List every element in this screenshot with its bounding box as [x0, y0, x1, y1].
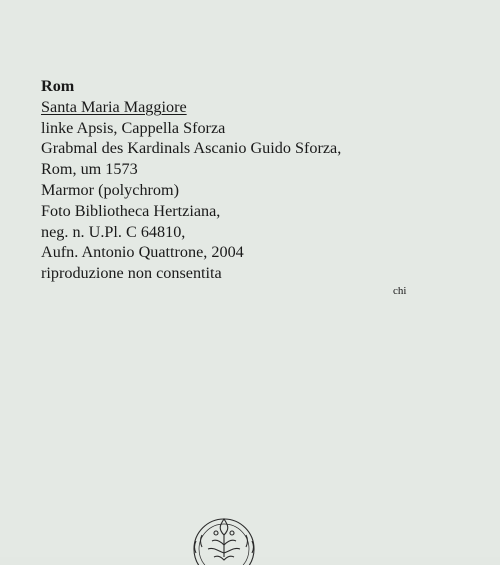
photographer-line: Aufn. Antonio Quattrone, 2004 [41, 243, 244, 262]
subject-line: Grabmal des Kardinals Ascanio Guido Sforza, [41, 139, 342, 158]
church-name: Santa Maria Maggiore [41, 97, 187, 116]
photo-source-line: Foto Bibliotheca Hertziana, [41, 201, 221, 220]
library-seal-icon [178, 505, 270, 565]
rights-line: riproduzione non consentita [41, 264, 222, 283]
material-line: Marmor (polychrom) [41, 180, 180, 199]
negative-number-line: neg. n. U.Pl. C 64810, [41, 222, 186, 241]
place-date-line: Rom, um 1573 [41, 160, 138, 179]
city-title: Rom [41, 77, 75, 95]
caption-block [41, 76, 461, 284]
location-line: linke Apsis, Cappella Sforza [41, 118, 226, 137]
archive-code: chi [393, 285, 407, 297]
